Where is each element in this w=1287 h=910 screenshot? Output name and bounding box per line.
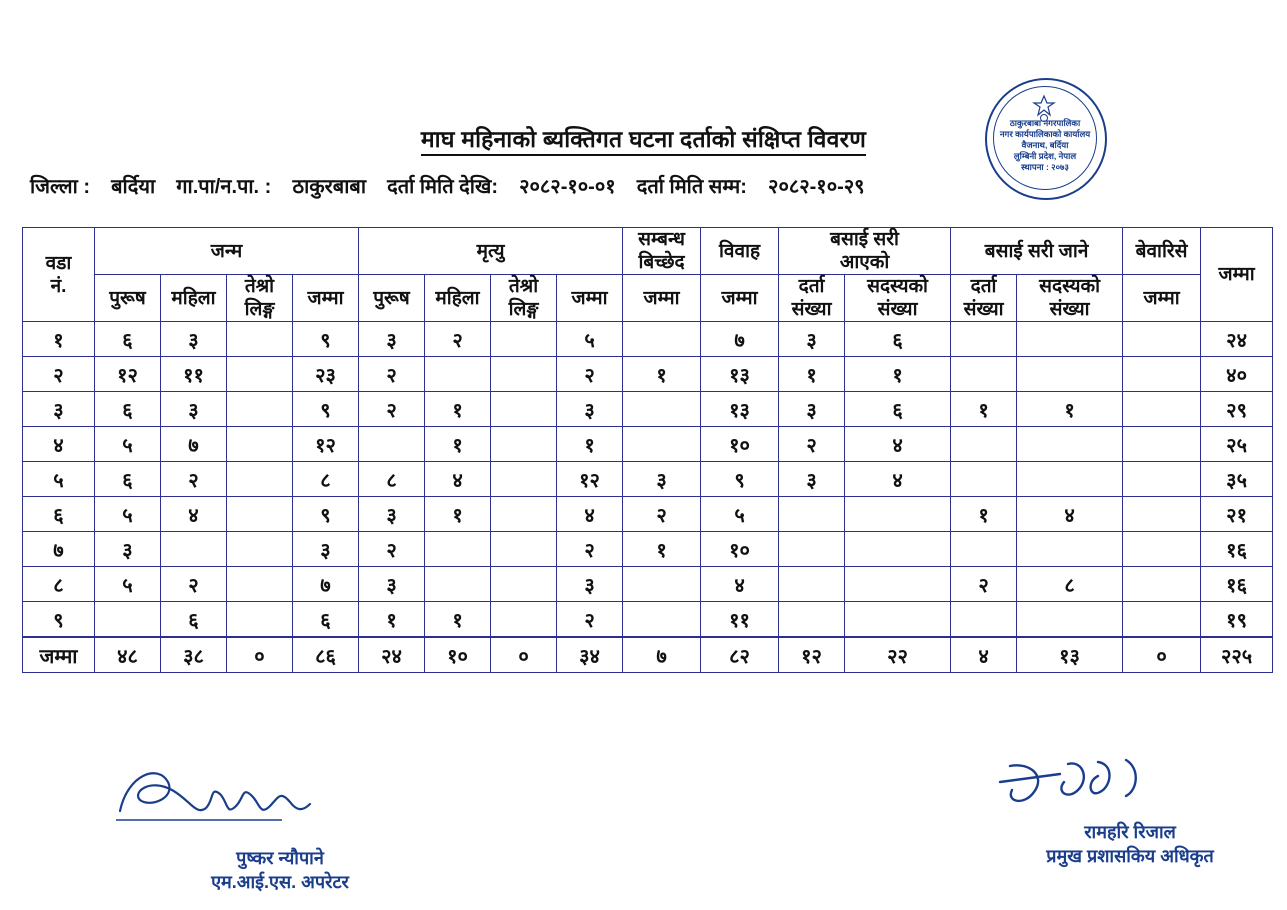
total-cell-migration-out-members: १३ bbox=[1017, 637, 1123, 673]
cell-migration-out-members: १ bbox=[1017, 392, 1123, 427]
cell-migration-in-reg: ३ bbox=[779, 322, 845, 357]
signature-left-role: एम.आई.एस. अपरेटर bbox=[211, 872, 349, 892]
header-group-migration-in bbox=[779, 228, 951, 275]
signature-block-right bbox=[980, 820, 1280, 868]
header-out-reg-count bbox=[951, 275, 1017, 322]
header-birth-female: महिला bbox=[161, 275, 227, 322]
cell-migration-in-members bbox=[845, 602, 951, 638]
date-to-value: २०८२-१०-२९ bbox=[768, 176, 865, 198]
cell-migration-out-members bbox=[1017, 427, 1123, 462]
header-group-unclaimed: बेवारिसे bbox=[1123, 228, 1201, 275]
header-migration-in-line2: आएको bbox=[839, 252, 890, 273]
cell-divorce-total bbox=[623, 567, 701, 602]
cell-row-total: १९ bbox=[1201, 602, 1273, 638]
header-ward-line1: वडा bbox=[45, 252, 72, 274]
table-row bbox=[23, 462, 1273, 497]
header-death-third-gender bbox=[491, 275, 557, 322]
cell-birth-total: ६ bbox=[293, 602, 359, 638]
cell-divorce-total bbox=[623, 427, 701, 462]
table-row bbox=[23, 392, 1273, 427]
cell-birth-female: ४ bbox=[161, 497, 227, 532]
total-cell-marriage-total: ८२ bbox=[701, 637, 779, 673]
header-death-third-line1: तेश्रो bbox=[508, 276, 539, 297]
cell-row-total: २१ bbox=[1201, 497, 1273, 532]
cell-ward-number: ६ bbox=[23, 497, 95, 532]
total-cell-divorce-total: ७ bbox=[623, 637, 701, 673]
table-row bbox=[23, 532, 1273, 567]
header-migration-in-line1: बसाई सरी bbox=[830, 229, 899, 250]
cell-migration-in-members: १ bbox=[845, 357, 951, 392]
table-row bbox=[23, 357, 1273, 392]
cell-migration-in-reg: ३ bbox=[779, 462, 845, 497]
cell-migration-out-reg: १ bbox=[951, 392, 1017, 427]
cell-migration-in-members bbox=[845, 532, 951, 567]
header-in-reg-line1: दर्ता bbox=[798, 276, 825, 297]
cell-row-total: २५ bbox=[1201, 427, 1273, 462]
cell-unclaimed-total bbox=[1123, 322, 1201, 357]
cell-death-third-gender bbox=[491, 322, 557, 357]
cell-death-third-gender bbox=[491, 532, 557, 567]
cell-death-total: २ bbox=[557, 357, 623, 392]
cell-birth-male: ५ bbox=[95, 427, 161, 462]
cell-death-female: १ bbox=[425, 602, 491, 638]
table-header-row-1 bbox=[23, 228, 1273, 275]
cell-birth-total: ९ bbox=[293, 497, 359, 532]
table-row bbox=[23, 602, 1273, 638]
cell-death-third-gender bbox=[491, 602, 557, 638]
cell-birth-total: २३ bbox=[293, 357, 359, 392]
header-in-member-line1: सदस्यको bbox=[867, 276, 928, 297]
cell-death-male: २ bbox=[359, 357, 425, 392]
cell-birth-female bbox=[161, 532, 227, 567]
header-ward bbox=[23, 228, 95, 322]
cell-death-male bbox=[359, 427, 425, 462]
cell-divorce-total: २ bbox=[623, 497, 701, 532]
cell-divorce-total: १ bbox=[623, 532, 701, 567]
signature-right-role: प्रमुख प्रशासकिय अधिकृत bbox=[1046, 846, 1214, 866]
total-cell-migration-out-reg: ४ bbox=[951, 637, 1017, 673]
table-row bbox=[23, 322, 1273, 357]
cell-death-male: २ bbox=[359, 532, 425, 567]
cell-migration-out-reg bbox=[951, 357, 1017, 392]
cell-marriage-total: १३ bbox=[701, 392, 779, 427]
cell-row-total: १६ bbox=[1201, 532, 1273, 567]
cell-marriage-total: १० bbox=[701, 532, 779, 567]
date-to-label: दर्ता मिति सम्म: bbox=[636, 176, 747, 198]
header-out-member-count bbox=[1017, 275, 1123, 322]
cell-birth-male: ३ bbox=[95, 532, 161, 567]
cell-migration-in-members bbox=[845, 497, 951, 532]
header-divorce-line1: सम्बन्ध bbox=[638, 229, 685, 250]
cell-marriage-total: ५ bbox=[701, 497, 779, 532]
cell-death-male: ३ bbox=[359, 322, 425, 357]
total-cell-ward-number: जम्मा bbox=[23, 637, 95, 673]
cell-birth-third-gender bbox=[227, 462, 293, 497]
cell-birth-total: ७ bbox=[293, 567, 359, 602]
cell-birth-total: १२ bbox=[293, 427, 359, 462]
cell-row-total: २४ bbox=[1201, 322, 1273, 357]
cell-birth-male bbox=[95, 602, 161, 638]
header-out-member-line1: सदस्यको bbox=[1039, 276, 1100, 297]
cell-migration-out-reg bbox=[951, 427, 1017, 462]
cell-birth-male: ५ bbox=[95, 567, 161, 602]
vital-registration-table bbox=[22, 227, 1273, 673]
header-group-death: मृत्यु bbox=[359, 228, 623, 275]
header-in-reg-count bbox=[779, 275, 845, 322]
cell-death-total: ५ bbox=[557, 322, 623, 357]
cell-divorce-total: १ bbox=[623, 357, 701, 392]
header-in-member-line2: संख्या bbox=[877, 299, 918, 320]
cell-birth-female: २ bbox=[161, 567, 227, 602]
header-grand-total: जम्मा bbox=[1201, 228, 1273, 322]
cell-migration-out-reg bbox=[951, 532, 1017, 567]
header-death-male: पुरूष bbox=[359, 275, 425, 322]
cell-death-male: ३ bbox=[359, 497, 425, 532]
cell-death-total: ३ bbox=[557, 567, 623, 602]
document-title-text: माघ महिनाको ब्यक्तिगत घटना दर्ताको संक्षिप्त विवरण bbox=[421, 126, 866, 156]
cell-divorce-total bbox=[623, 322, 701, 357]
cell-birth-male: ६ bbox=[95, 322, 161, 357]
cell-death-female: १ bbox=[425, 497, 491, 532]
cell-ward-number: १ bbox=[23, 322, 95, 357]
header-birth-total: जम्मा bbox=[293, 275, 359, 322]
cell-unclaimed-total bbox=[1123, 602, 1201, 638]
total-cell-death-third-gender: ० bbox=[491, 637, 557, 673]
cell-divorce-total bbox=[623, 392, 701, 427]
cell-marriage-total: ४ bbox=[701, 567, 779, 602]
district-value: बर्दिया bbox=[111, 176, 156, 198]
cell-ward-number: ८ bbox=[23, 567, 95, 602]
header-divorce-line2: बिच्छेद bbox=[638, 252, 685, 273]
document-title bbox=[0, 122, 1287, 154]
cell-birth-male: ६ bbox=[95, 392, 161, 427]
table-body bbox=[23, 322, 1273, 673]
cell-birth-female: ७ bbox=[161, 427, 227, 462]
cell-unclaimed-total bbox=[1123, 532, 1201, 567]
cell-death-third-gender bbox=[491, 497, 557, 532]
cell-migration-in-members: ६ bbox=[845, 392, 951, 427]
header-birth-third-line1: तेश्रो bbox=[244, 276, 275, 297]
cell-migration-out-members: ८ bbox=[1017, 567, 1123, 602]
cell-marriage-total: १० bbox=[701, 427, 779, 462]
district-label: जिल्ला : bbox=[30, 176, 90, 198]
header-birth-male: पुरूष bbox=[95, 275, 161, 322]
total-cell-migration-in-reg: १२ bbox=[779, 637, 845, 673]
cell-birth-third-gender bbox=[227, 427, 293, 462]
cell-birth-total: ८ bbox=[293, 462, 359, 497]
cell-migration-in-members: ६ bbox=[845, 322, 951, 357]
cell-ward-number: ७ bbox=[23, 532, 95, 567]
cell-migration-in-reg: ३ bbox=[779, 392, 845, 427]
table-total-row bbox=[23, 637, 1273, 673]
cell-death-total: २ bbox=[557, 602, 623, 638]
cell-row-total: २९ bbox=[1201, 392, 1273, 427]
municipality-label: गा.पा/न.पा. : bbox=[176, 176, 272, 198]
cell-migration-out-members bbox=[1017, 462, 1123, 497]
table-header-row-3 bbox=[23, 275, 1273, 322]
header-in-member-count bbox=[845, 275, 951, 322]
cell-migration-in-reg bbox=[779, 497, 845, 532]
total-cell-birth-third-gender: ० bbox=[227, 637, 293, 673]
cell-birth-third-gender bbox=[227, 532, 293, 567]
cell-birth-total: ३ bbox=[293, 532, 359, 567]
seal-line-2: नगर कार्यपालिकाको कार्यालय bbox=[999, 129, 1091, 139]
cell-death-total: १२ bbox=[557, 462, 623, 497]
cell-migration-in-reg: २ bbox=[779, 427, 845, 462]
header-ward-line2: नं. bbox=[50, 275, 67, 297]
cell-ward-number: ३ bbox=[23, 392, 95, 427]
cell-birth-third-gender bbox=[227, 602, 293, 638]
total-cell-death-total: ३४ bbox=[557, 637, 623, 673]
cell-migration-out-members bbox=[1017, 602, 1123, 638]
header-divorce-total: जम्मा bbox=[623, 275, 701, 322]
cell-ward-number: ९ bbox=[23, 602, 95, 638]
seal-line-5: स्थापना : २०७३ bbox=[1021, 162, 1069, 172]
cell-birth-total: ९ bbox=[293, 322, 359, 357]
cell-birth-female: ३ bbox=[161, 322, 227, 357]
cell-unclaimed-total bbox=[1123, 497, 1201, 532]
cell-divorce-total bbox=[623, 602, 701, 638]
cell-migration-in-reg bbox=[779, 567, 845, 602]
cell-birth-total: ९ bbox=[293, 392, 359, 427]
cell-unclaimed-total bbox=[1123, 392, 1201, 427]
cell-death-third-gender bbox=[491, 462, 557, 497]
cell-migration-out-reg: १ bbox=[951, 497, 1017, 532]
cell-death-female bbox=[425, 357, 491, 392]
cell-unclaimed-total bbox=[1123, 427, 1201, 462]
cell-death-third-gender bbox=[491, 392, 557, 427]
header-death-female: महिला bbox=[425, 275, 491, 322]
cell-death-third-gender bbox=[491, 357, 557, 392]
header-out-reg-line1: दर्ता bbox=[970, 276, 997, 297]
cell-birth-female: २ bbox=[161, 462, 227, 497]
date-from-value: २०८२-१०-०१ bbox=[519, 176, 616, 198]
header-group-migration-out: बसाई सरी जाने bbox=[951, 228, 1123, 275]
header-death-total: जम्मा bbox=[557, 275, 623, 322]
cell-row-total: ३५ bbox=[1201, 462, 1273, 497]
cell-migration-out-reg bbox=[951, 462, 1017, 497]
cell-death-female: १ bbox=[425, 427, 491, 462]
cell-death-female bbox=[425, 567, 491, 602]
cell-migration-in-members: ४ bbox=[845, 427, 951, 462]
cell-migration-in-reg bbox=[779, 602, 845, 638]
cell-death-total: २ bbox=[557, 532, 623, 567]
cell-migration-out-members bbox=[1017, 357, 1123, 392]
cell-death-total: ४ bbox=[557, 497, 623, 532]
header-birth-third-gender bbox=[227, 275, 293, 322]
header-group-divorce bbox=[623, 228, 701, 275]
cell-ward-number: २ bbox=[23, 357, 95, 392]
table-row bbox=[23, 427, 1273, 462]
total-cell-birth-male: ४८ bbox=[95, 637, 161, 673]
cell-divorce-total: ३ bbox=[623, 462, 701, 497]
total-cell-death-female: १० bbox=[425, 637, 491, 673]
cell-death-male: ३ bbox=[359, 567, 425, 602]
cell-birth-third-gender bbox=[227, 392, 293, 427]
header-out-member-line2: संख्या bbox=[1049, 299, 1090, 320]
cell-birth-male: ५ bbox=[95, 497, 161, 532]
cell-death-male: १ bbox=[359, 602, 425, 638]
total-cell-unclaimed-total: ० bbox=[1123, 637, 1201, 673]
cell-birth-female: ६ bbox=[161, 602, 227, 638]
cell-birth-male: १२ bbox=[95, 357, 161, 392]
cell-birth-female: ३ bbox=[161, 392, 227, 427]
cell-birth-female: ११ bbox=[161, 357, 227, 392]
header-unclaimed-total: जम्मा bbox=[1123, 275, 1201, 322]
cell-migration-out-reg bbox=[951, 602, 1017, 638]
cell-migration-out-members bbox=[1017, 322, 1123, 357]
cell-birth-third-gender bbox=[227, 357, 293, 392]
header-marriage-total: जम्मा bbox=[701, 275, 779, 322]
cell-unclaimed-total bbox=[1123, 462, 1201, 497]
cell-migration-in-reg bbox=[779, 532, 845, 567]
cell-migration-in-members: ४ bbox=[845, 462, 951, 497]
header-death-third-line2: लिङ्ग bbox=[508, 299, 539, 320]
cell-ward-number: ५ bbox=[23, 462, 95, 497]
header-in-reg-line2: संख्या bbox=[791, 299, 832, 320]
cell-migration-out-reg: २ bbox=[951, 567, 1017, 602]
signature-right-name: रामहरि रिजाल bbox=[1084, 822, 1176, 842]
municipality-value: ठाकुरबाबा bbox=[292, 176, 366, 198]
header-birth-third-line2: लिङ्ग bbox=[244, 299, 275, 320]
header-group-birth: जन्म bbox=[95, 228, 359, 275]
total-cell-birth-female: ३८ bbox=[161, 637, 227, 673]
cell-ward-number: ४ bbox=[23, 427, 95, 462]
total-cell-birth-total: ८६ bbox=[293, 637, 359, 673]
header-group-marriage: विवाह bbox=[701, 228, 779, 275]
cell-migration-in-members bbox=[845, 567, 951, 602]
cell-death-total: ३ bbox=[557, 392, 623, 427]
cell-birth-male: ६ bbox=[95, 462, 161, 497]
date-from-label: दर्ता मिति देखि: bbox=[387, 176, 498, 198]
table-row bbox=[23, 567, 1273, 602]
total-cell-migration-in-members: २२ bbox=[845, 637, 951, 673]
cell-unclaimed-total bbox=[1123, 357, 1201, 392]
cell-marriage-total: ९ bbox=[701, 462, 779, 497]
cell-migration-out-reg bbox=[951, 322, 1017, 357]
cell-birth-third-gender bbox=[227, 567, 293, 602]
cell-death-female: ४ bbox=[425, 462, 491, 497]
cell-death-third-gender bbox=[491, 427, 557, 462]
cell-death-male: ८ bbox=[359, 462, 425, 497]
document-subtitle bbox=[30, 172, 1030, 199]
cell-death-female bbox=[425, 532, 491, 567]
cell-death-female: २ bbox=[425, 322, 491, 357]
cell-unclaimed-total bbox=[1123, 567, 1201, 602]
signature-left-name: पुष्कर न्यौपाने bbox=[236, 848, 324, 868]
cell-row-total: १६ bbox=[1201, 567, 1273, 602]
cell-migration-out-members: ४ bbox=[1017, 497, 1123, 532]
cell-row-total: ४० bbox=[1201, 357, 1273, 392]
cell-birth-third-gender bbox=[227, 322, 293, 357]
signature-block-left bbox=[150, 846, 410, 894]
total-cell-death-male: २४ bbox=[359, 637, 425, 673]
cell-marriage-total: ७ bbox=[701, 322, 779, 357]
cell-marriage-total: ११ bbox=[701, 602, 779, 638]
header-out-reg-line2: संख्या bbox=[963, 299, 1004, 320]
seal-line-3: वैजनाथ, बर्दिया bbox=[1021, 140, 1069, 150]
cell-death-total: १ bbox=[557, 427, 623, 462]
cell-death-third-gender bbox=[491, 567, 557, 602]
cell-migration-in-reg: १ bbox=[779, 357, 845, 392]
table-row bbox=[23, 497, 1273, 532]
seal-line-1: ठाकुरबाबा नगरपालिका bbox=[1009, 118, 1081, 128]
cell-marriage-total: १३ bbox=[701, 357, 779, 392]
cell-birth-third-gender bbox=[227, 497, 293, 532]
cell-migration-out-members bbox=[1017, 532, 1123, 567]
cell-death-female: १ bbox=[425, 392, 491, 427]
signature-mark-left bbox=[110, 756, 320, 836]
seal-line-4: लुम्बिनी प्रदेश, नेपाल bbox=[1013, 151, 1077, 161]
cell-death-male: २ bbox=[359, 392, 425, 427]
total-cell-row-total: २२५ bbox=[1201, 637, 1273, 673]
